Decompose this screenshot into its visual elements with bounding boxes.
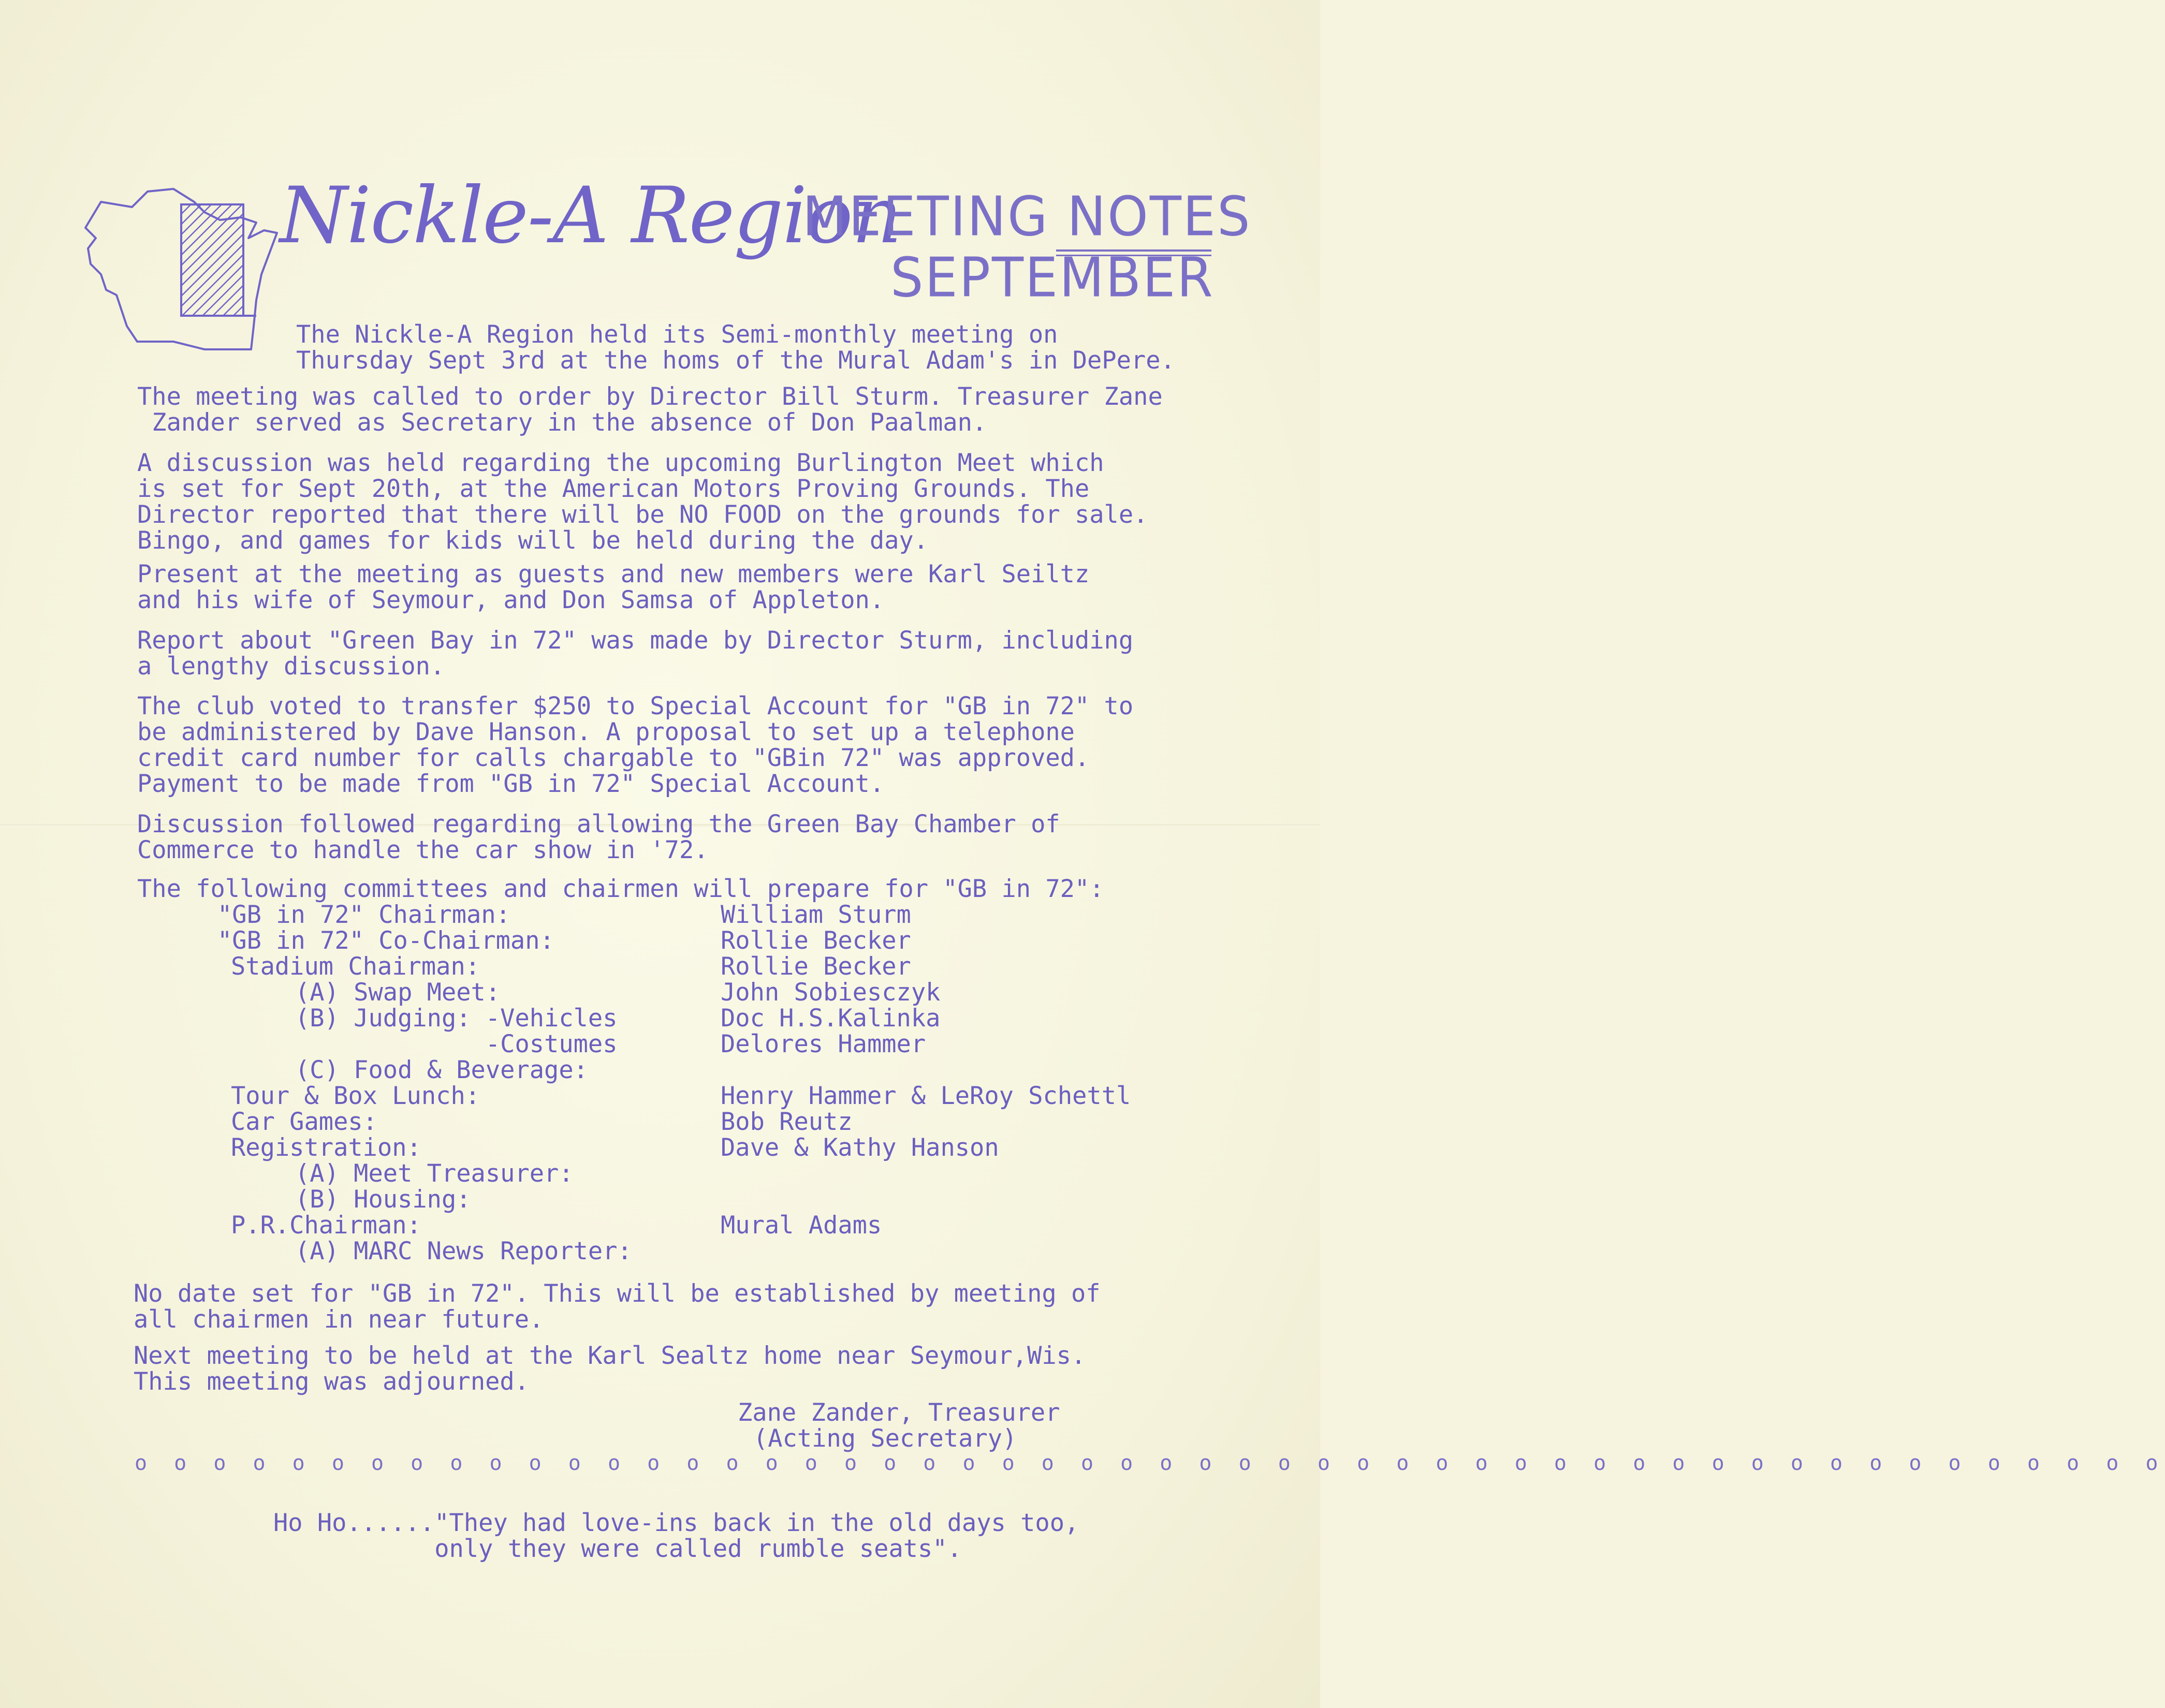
committee-role: (B) Housing: [295, 1185, 471, 1214]
committee-role: (B) Judging: -Vehicles [295, 1004, 618, 1033]
paragraph-no-date: No date set for "GB in 72". This will be established by meeting of all chairmen in near future. [134, 1279, 1101, 1334]
committee-chairman: John Sobiesczyk [721, 978, 941, 1007]
committee-role: Tour & Box Lunch: [231, 1082, 480, 1110]
committee-chairman: William Sturm [721, 901, 911, 929]
month-title: SEPTEMBER [890, 246, 1215, 310]
committees-intro: The following committees and chairmen will prepare for "GB in 72": [137, 875, 1104, 903]
committee-role: Car Games: [231, 1108, 377, 1136]
committee-role: "GB in 72" Chairman: [217, 901, 510, 929]
paragraph-burlington-meet: A discussion was held regarding the upcoming Burlington Meet which is set for Sept 20th, at the American Motors Proving Grounds. The Director reported that there will be NO FOOD on the grounds for sale. Bingo, and games for kids will be held during the day. [137, 449, 1148, 555]
committee-role: (A) Meet Treasurer: [295, 1159, 574, 1188]
committee-chairman: Henry Hammer & LeRoy Schettl [721, 1082, 1131, 1110]
committee-chairman: Bob Reutz [721, 1108, 853, 1136]
dotted-divider: o o o o o o o o o o o o o o o o o o o o o o o o o o o o o o o o o o o o o o o o o o o o o o o o o o o o [135, 1451, 2165, 1475]
committee-role: Registration: [231, 1133, 421, 1162]
signature-name: Zane Zander, Treasurer [738, 1398, 1060, 1427]
committee-role: (A) Swap Meet: [295, 978, 501, 1007]
committee-chairman: Mural Adams [721, 1211, 882, 1240]
committee-chairman: Dave & Kathy Hanson [721, 1133, 999, 1162]
wisconsin-map-icon [70, 171, 287, 357]
paragraph-green-bay-report: Report about "Green Bay in 72" was made by Director Sturm, including a lengthy discussion. [137, 626, 1134, 681]
paragraph-transfer: The club voted to transfer $250 to Special Account for "GB in 72" to be administered by Dave Hanson. A proposal to set up a telephone credit card number for calls chargable to "GBin 72" was approved. Payment to be made from "GB in 72" Special Account. [137, 692, 1134, 798]
paragraph-guests: Present at the meeting as guests and new members were Karl Seiltz and his wife of Seymour, and Don Samsa of Appleton. [137, 560, 1090, 614]
committee-role: "GB in 72" Co-Chairman: [217, 926, 554, 955]
region-title: Nickle-A Region [280, 171, 901, 261]
committee-chairman: Rollie Becker [721, 952, 911, 981]
committee-role: P.R.Chairman: [231, 1211, 421, 1240]
closing-quote: Ho Ho......"They had love-ins back in the old days too, only they were called rumble seats". [273, 1509, 1079, 1563]
intro-paragraph: The Nickle-A Region held its Semi-monthly meeting on Thursday Sept 3rd at the homs of the Mural Adam's in DePere. [296, 320, 1175, 375]
committee-chairman: Doc H.S.Kalinka [721, 1004, 941, 1033]
meeting-notes-title: MEETING NOTES [802, 185, 1252, 248]
paragraph-chamber: Discussion followed regarding allowing the Green Bay Chamber of Commerce to handle the car show in '72. [137, 810, 1060, 864]
committee-chairman: Delores Hammer [721, 1030, 926, 1058]
committee-chairman: Rollie Becker [721, 926, 911, 955]
committee-role: (A) MARC News Reporter: [295, 1237, 632, 1265]
committee-role: -Costumes [295, 1030, 618, 1058]
signature-title: (Acting Secretary) [753, 1424, 1017, 1453]
committee-role: (C) Food & Beverage: [295, 1056, 588, 1084]
paragraph-next-meeting: Next meeting to be held at the Karl Sealtz home near Seymour,Wis. This meeting was adjourned. [134, 1342, 1086, 1396]
paragraph-call-to-order: The meeting was called to order by Director Bill Sturm. Treasurer Zane Zander served as Secretary in the absence of Don Paalman. [137, 382, 1163, 437]
committee-role: Stadium Chairman: [231, 952, 480, 981]
